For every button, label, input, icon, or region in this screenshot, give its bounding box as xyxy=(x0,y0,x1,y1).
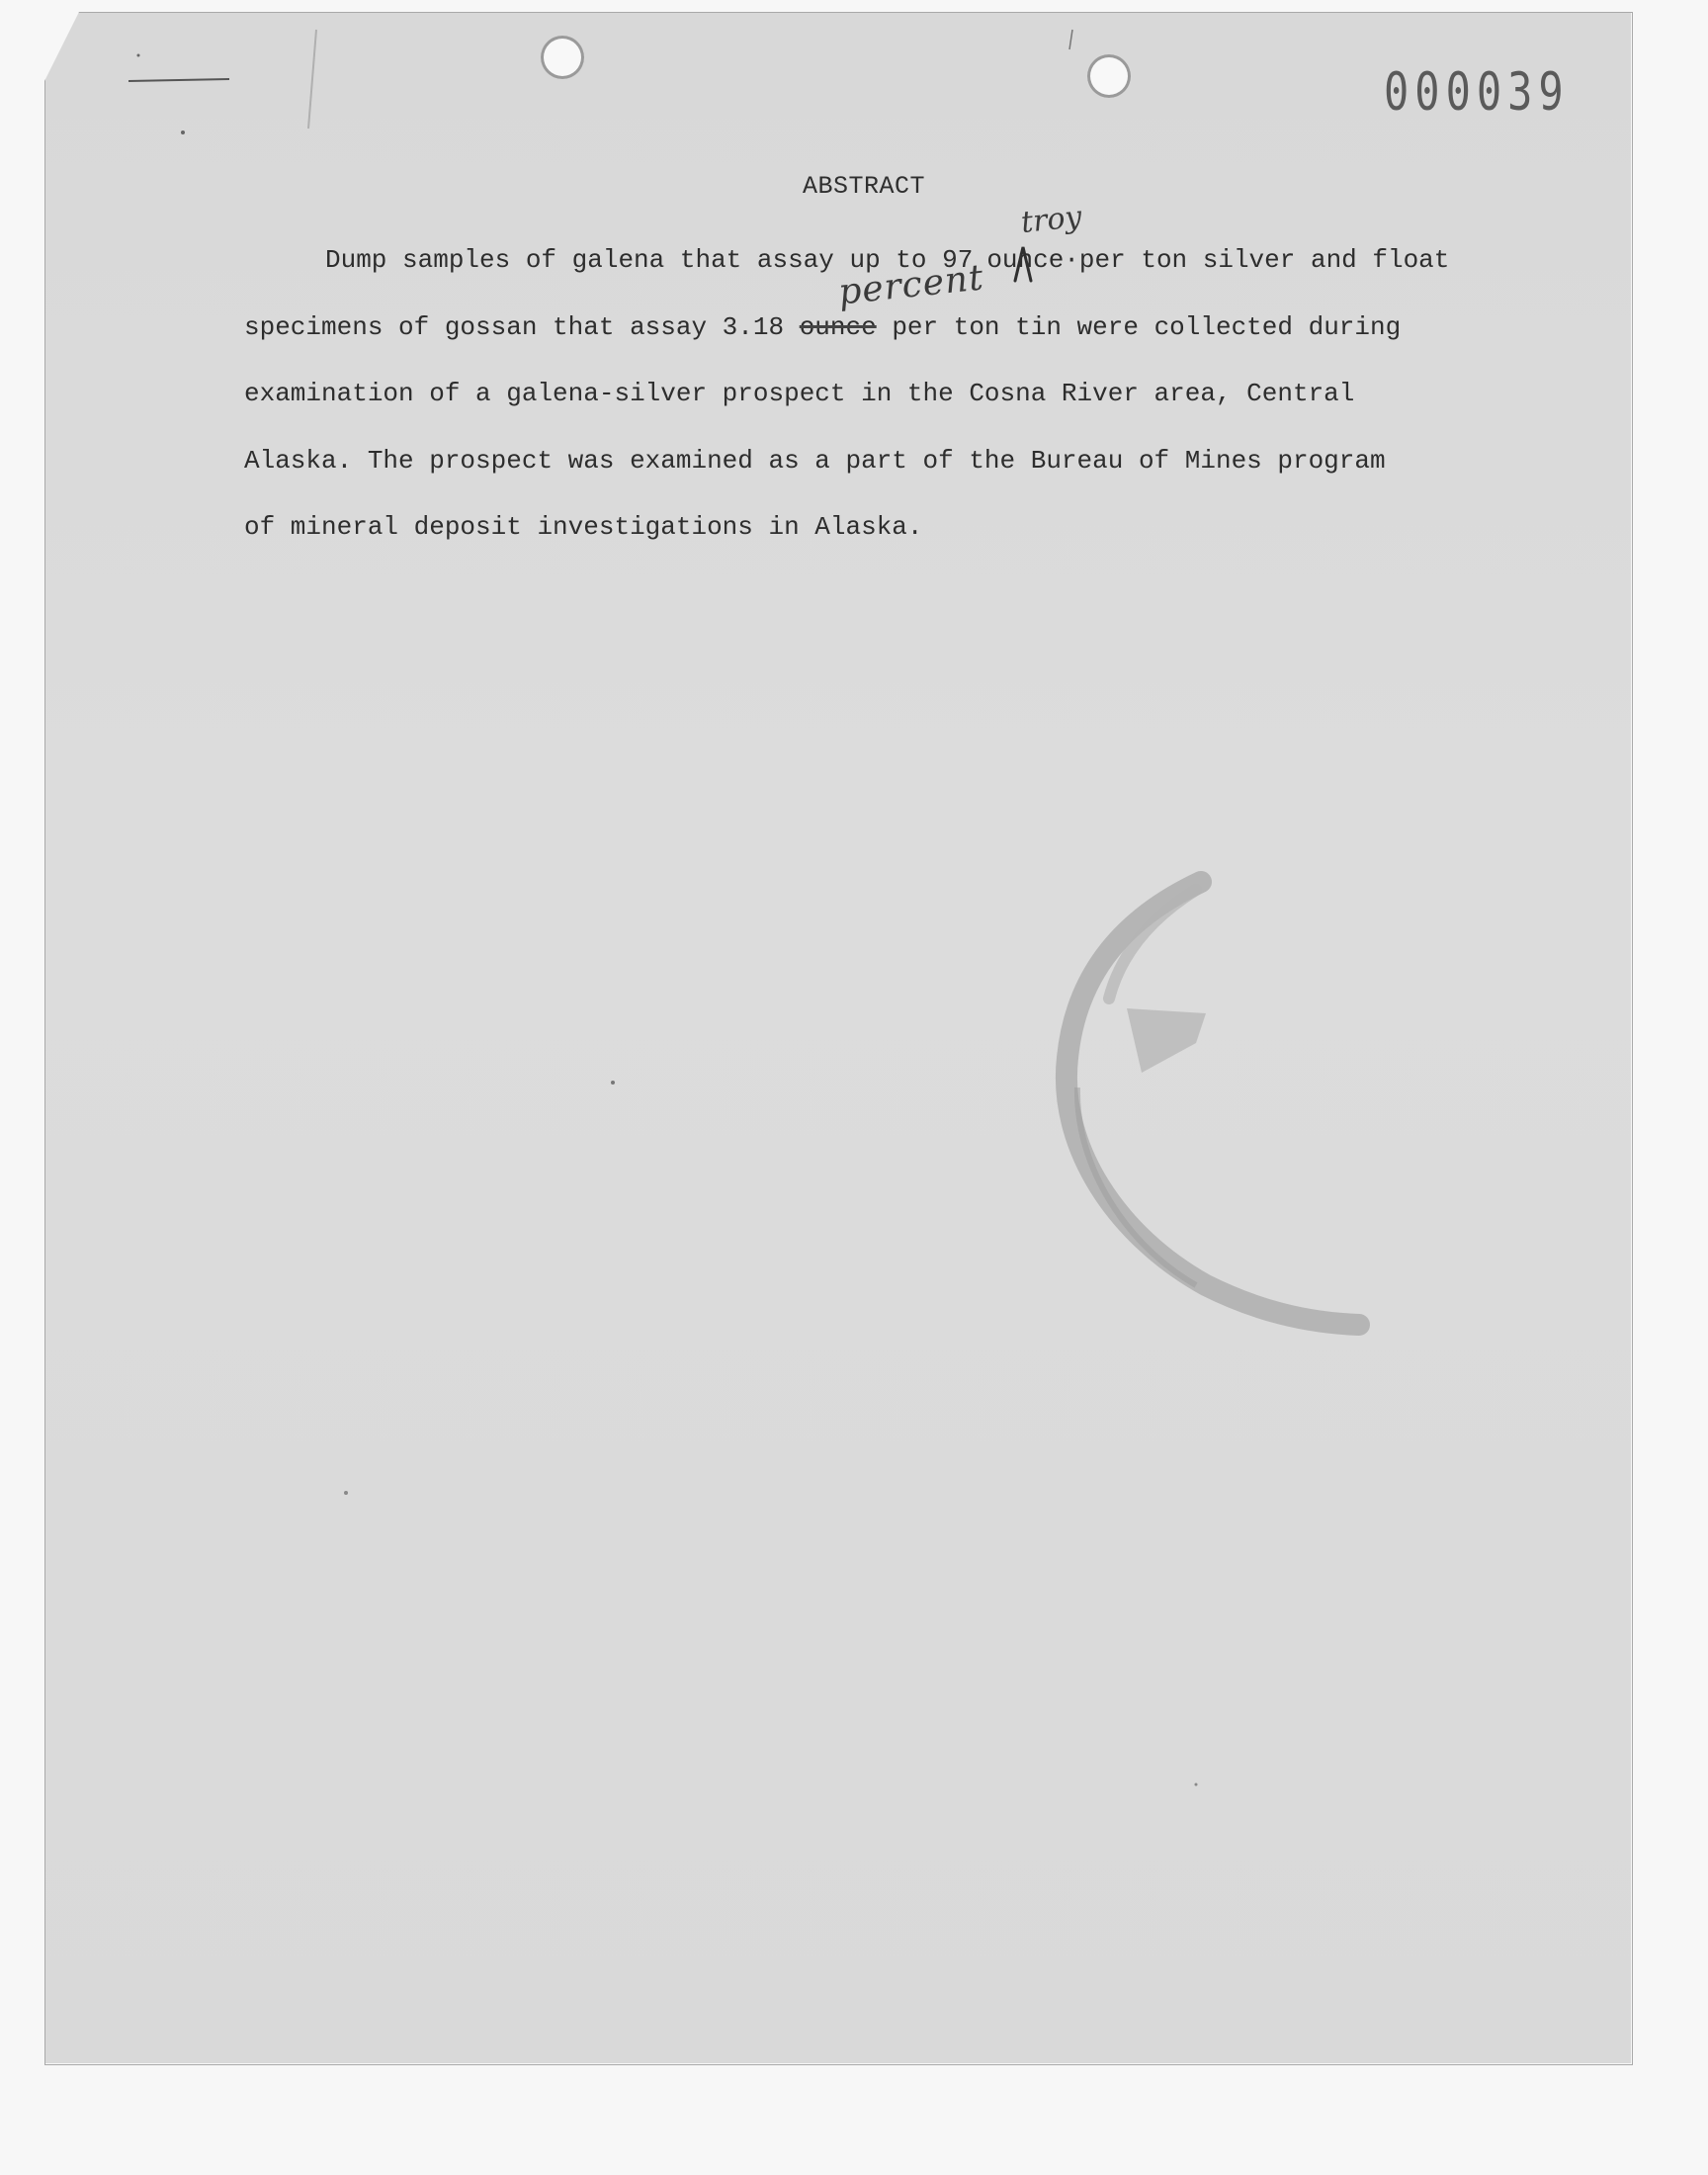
insertion-caret-icon xyxy=(1012,243,1034,283)
body-line-5: of mineral deposit investigations in Alaska. xyxy=(244,512,923,542)
body-line-3: examination of a galena-silver prospect in the Cosna River area, Central xyxy=(244,379,1355,408)
document-number: 000039 xyxy=(1384,61,1570,123)
body-line-1-part-a: Dump samples of galena that assay up to 97 xyxy=(325,245,974,275)
body-line-2-part-a: specimens of gossan that assay 3.18 xyxy=(244,311,800,342)
punch-hole-left xyxy=(541,36,584,79)
coffee-ring-stain xyxy=(1048,870,1374,1345)
punch-hole-right xyxy=(1087,54,1131,98)
abstract-title: ABSTRACT xyxy=(803,172,926,201)
body-line-4: Alaska. The prospect was examined as a part of the Bureau of Mines program xyxy=(244,445,1386,476)
handwritten-insert-troy: troy xyxy=(1019,199,1084,241)
struck-word: ounce xyxy=(799,311,877,342)
body-line-1-part-b: ounce·per ton silver and float xyxy=(986,245,1450,275)
handwritten-insert-percent: percent xyxy=(836,257,986,313)
body-line-2-part-b: per ton tin were collected during xyxy=(876,311,1402,342)
